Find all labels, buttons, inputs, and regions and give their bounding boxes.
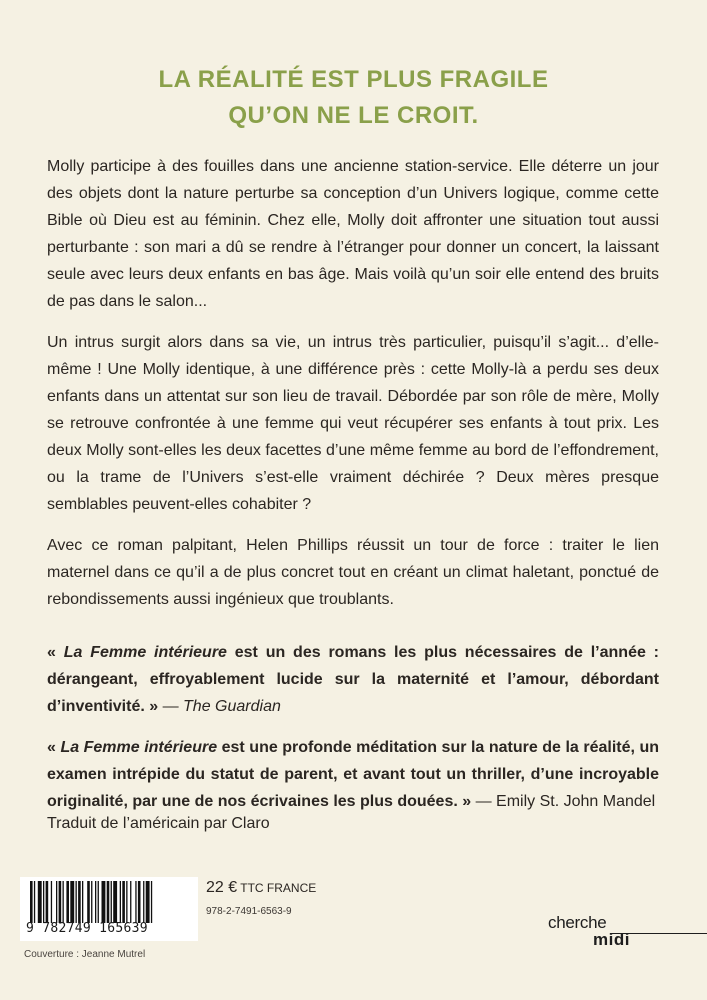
barcode-bar [87, 881, 90, 923]
barcode-bar [46, 881, 49, 923]
barcode-bar [95, 881, 96, 923]
isbn-barcode [20, 877, 198, 941]
synopsis-paragraph: Avec ce roman palpitant, Helen Phillips réussit un tour de force : traiter le lien maternel dans ce qu’il a de plus concret tout en créant un climat haletant, ponctué de rebondissements aussi ingénieux que troublants. [47, 537, 659, 608]
barcode-bar [146, 881, 150, 923]
barcode-bar [70, 881, 74, 923]
translator-credit: Traduit de l’américain par Claro [47, 815, 270, 832]
quote-book-title: La Femme intérieure [60, 739, 218, 756]
barcode-bar [78, 881, 81, 923]
barcode-bar [98, 881, 99, 923]
barcode-bar [38, 881, 42, 923]
publisher-logo-word-1: cherche [548, 913, 607, 932]
quote-dash: — [471, 793, 497, 810]
quote-source: Emily St. John Mandel [496, 793, 656, 810]
barcode-bar [56, 881, 57, 923]
barcode-bar [66, 881, 69, 923]
price-label: TTC FRANCE [237, 881, 317, 895]
quote-text: est un des romans les plus nécessaires de l’année : dérangeant, effroyablement lucide sur la maternité et l’amour, débordant d’inventivité. » [47, 644, 660, 715]
synopsis-paragraph: Molly participe à des fouilles dans une ancienne station-service. Elle déterre un jour des objets dont la nature perturbe sa conception d’un Univers logique, comme cette Bible où Dieu est au féminin. Chez elle, Molly doit affronter une situation tout aussi perturbante : son mari a dû se rendre à l’étranger pour donner un concert, la laissant seule avec leurs deux enfants en bas âge. Mais voilà qu’un soir elle entend des bruits de pas dans le salon... [47, 158, 659, 310]
barcode-bars [30, 881, 190, 923]
barcode-bar [51, 881, 52, 923]
barcode-bar [76, 881, 77, 923]
barcode-bar [34, 881, 35, 923]
price-amount: 22 € [206, 879, 238, 896]
barcode-bar [138, 881, 141, 923]
barcode-bar [63, 881, 64, 923]
cover-credit: Couverture : Jeanne Mutrel [24, 949, 146, 960]
barcode-bar [126, 881, 127, 923]
price [206, 879, 316, 897]
barcode-bar [111, 881, 112, 923]
barcode-bar [151, 881, 152, 923]
publisher-logo [548, 913, 707, 958]
barcode-bar [120, 881, 121, 923]
quote-open-mark: « [47, 644, 64, 661]
barcode-bar [43, 881, 44, 923]
barcode-bar [113, 881, 117, 923]
headline-line-2: QU’ON NE LE CROIT. [228, 102, 479, 129]
barcode-bar [143, 881, 144, 923]
press-quote [47, 639, 659, 720]
barcode-bar [102, 881, 106, 923]
quote-text: est une profonde méditation sur la nature de la réalité, un examen intrépide du statut de parent, et avant tout un thriller, d’une incroyable originalité, par une de nos écrivaines les plus douées. » [47, 739, 660, 810]
quote-open-mark: « [47, 739, 61, 756]
press-quote [47, 734, 659, 815]
tagline-headline [0, 62, 707, 134]
barcode-bar [122, 881, 125, 923]
barcode-bar [135, 881, 136, 923]
barcode-bar [107, 881, 110, 923]
headline-line-1: LA RÉALITÉ EST PLUS FRAGILE [158, 66, 549, 93]
publisher-logo-word-2: midi [593, 930, 630, 949]
barcode-bar [91, 881, 92, 923]
quote-source: The Guardian [183, 698, 281, 715]
barcode-bar [59, 881, 62, 923]
synopsis-paragraph: Un intrus surgit alors dans sa vie, un intrus très particulier, puisqu’il s’agit... d’elle-même ! Une Molly identique, à une différence près : cette Molly-là a perdu ses deux enfants dans un attentat sur son lieu de travail. Débordée par son rôle de mère, Molly se retrouve confrontée à une femme qui veut récupérer ses enfants à tout prix. Les deux Molly sont-elles les deux facettes d’une même femme au bord de l’effondrement, ou la trame de l’Univers s’est-elle vraiment déchirée ? Deux mères presque semblables peuvent-elles cohabiter ? [47, 334, 659, 513]
barcode-bar [130, 881, 131, 923]
quote-dash: — [158, 698, 184, 715]
quote-book-title: La Femme intérieure [63, 644, 227, 661]
barcode-bar [30, 881, 33, 923]
barcode-bar [82, 881, 83, 923]
isbn-number: 978-2-7491-6563-9 [206, 906, 292, 917]
synopsis [47, 153, 659, 829]
barcode-digits: 9 782749 165639 [26, 921, 148, 936]
